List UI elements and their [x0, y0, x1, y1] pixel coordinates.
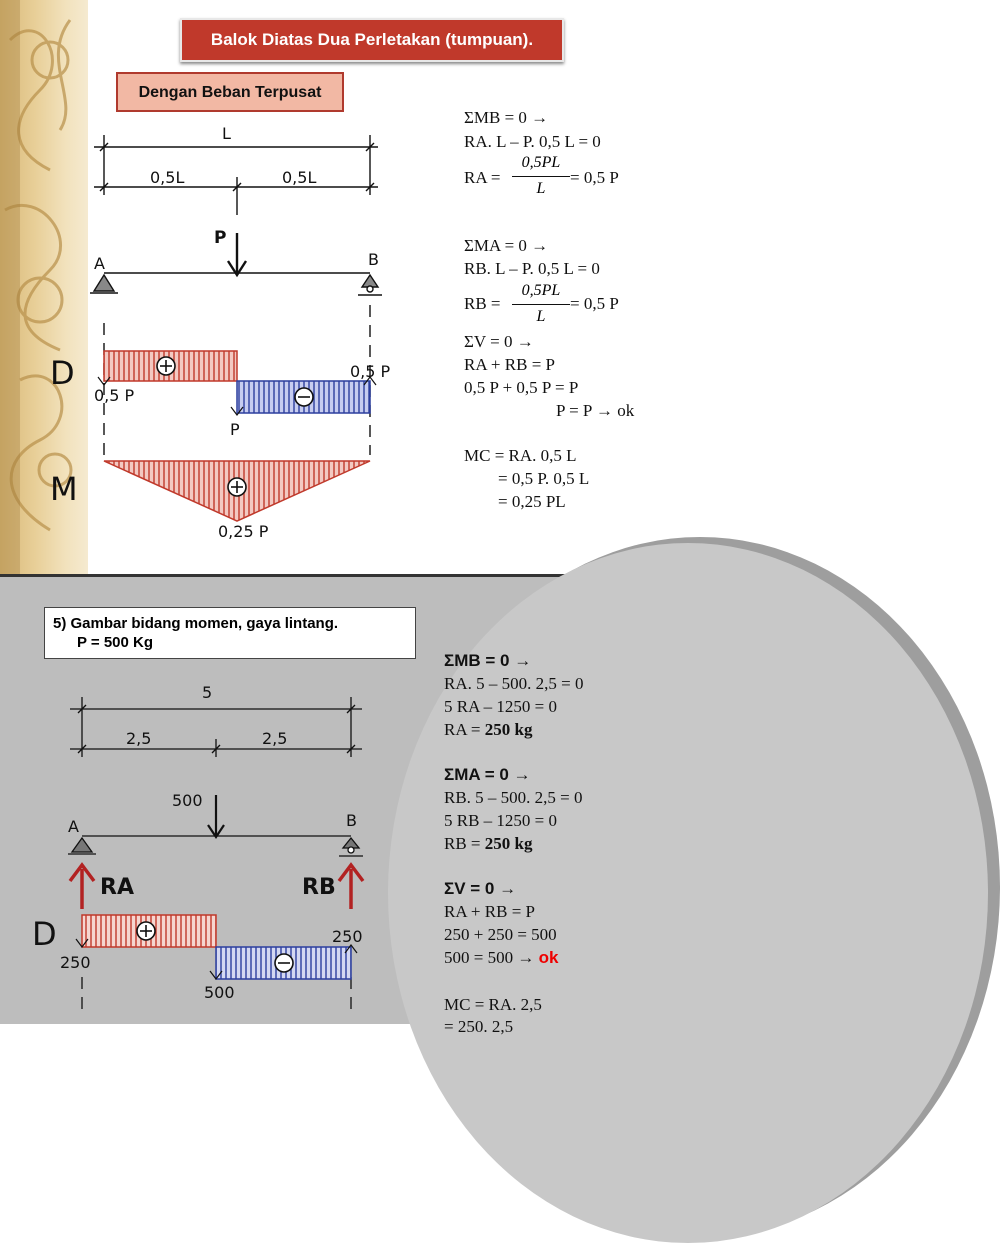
eq2-ra-prefix: RA =	[444, 720, 485, 739]
eq2-v-line3-prefix: 500 = 500 →	[444, 948, 535, 967]
shear-diagram-label-2: D	[32, 915, 57, 953]
eq-ra-rhs: = 0,5 P	[570, 168, 619, 187]
eq-mb-head: ΣMB = 0 →	[464, 108, 549, 127]
reaction-arrow-b	[339, 865, 363, 909]
load-label-2: 500	[172, 791, 203, 810]
support-a-label: A	[94, 254, 105, 273]
eq2-ra-value: 250 kg	[484, 720, 533, 739]
shear-mid-value-2: 500	[204, 983, 235, 1002]
eq-mc-line3: = 0,25 PL	[498, 492, 566, 511]
load-label: P	[214, 228, 227, 248]
span-label-2: 5	[202, 683, 213, 702]
eq-v-line3: P = P → ok	[556, 401, 635, 420]
eq2-rb-result	[444, 834, 532, 854]
slide-1	[0, 0, 768, 576]
eq2-v-line1: RA + RB = P	[444, 902, 535, 921]
eq2-ra-result	[444, 720, 532, 740]
eq-rb-lhs: RB =	[464, 294, 501, 313]
slide-title: Balok Diatas Dua Perletakan (tumpuan).	[180, 18, 564, 62]
shear-right-value: 0,5 P	[350, 362, 391, 381]
eq2-ma-line2: 5 RB – 1250 = 0	[444, 811, 558, 830]
eq2-rb-prefix: RB =	[444, 834, 485, 853]
eq2-mb-line1: RA. 5 – 500. 2,5 = 0	[444, 674, 584, 693]
half-span-right-label: 0,5L	[282, 168, 317, 187]
eq-v-head: ΣV = 0 →	[464, 332, 534, 351]
eq2-ok-text: ok	[538, 948, 559, 967]
eq-ma-line1: RB. L – P. 0,5 L = 0	[464, 259, 600, 278]
eq2-rb-value: 250 kg	[484, 834, 533, 853]
eq-rb-rhs: = 0,5 P	[570, 294, 619, 313]
eq-ra-lhs: RA =	[464, 168, 501, 187]
moment-diagram-label: M	[50, 470, 78, 508]
slide-2	[0, 577, 768, 1036]
support-a-label-2: A	[68, 817, 79, 836]
support-b-label: B	[368, 250, 379, 269]
eq2-mb-line2: 5 RA – 1250 = 0	[444, 697, 558, 716]
reaction-a-label: RA	[100, 875, 134, 900]
question-box	[44, 607, 416, 659]
shear-left-value: 0,5 P	[94, 386, 135, 405]
eq2-v-line3	[444, 948, 558, 968]
eq2-ma-line1: RB. 5 – 500. 2,5 = 0	[444, 788, 583, 807]
question-line-1: 5) Gambar bidang momen, gaya lintang.	[53, 615, 339, 632]
eq2-mb-head: ΣMB = 0 →	[444, 651, 532, 670]
eq2-ma-head: ΣMA = 0 →	[444, 765, 531, 784]
shear-right-value-2: 250	[332, 927, 363, 946]
eq2-mc-line2: = 250. 2,5	[444, 1017, 514, 1036]
shear-diagram-label: D	[50, 354, 75, 392]
eq-ra-fraction-bar	[512, 176, 570, 177]
half-span-left-label: 0,5L	[150, 168, 185, 187]
eq-v-line2: 0,5 P + 0,5 P = P	[464, 378, 579, 397]
eq-ma-head: ΣMA = 0 →	[464, 236, 549, 255]
section-subtitle: Dengan Beban Terpusat	[116, 72, 344, 112]
eq-rb-fraction-bar	[512, 304, 570, 305]
moment-max-value: 0,25 P	[218, 522, 269, 541]
eq-ra-numerator: 0,5PL	[521, 154, 561, 171]
negative-sign	[295, 388, 313, 406]
question-line-2: P = 500 Kg	[77, 634, 154, 651]
eq2-mc-line1: MC = RA. 2,5	[444, 995, 542, 1014]
eq-mc-line1: MC = RA. 0,5 L	[464, 446, 577, 465]
positive-sign	[157, 357, 175, 375]
half-span-left-label-2: 2,5	[126, 729, 152, 748]
shear-left-value-2: 250	[60, 953, 91, 972]
eq2-v-head: ΣV = 0 →	[444, 879, 517, 898]
eq-rb-denominator: L	[536, 308, 546, 325]
eq-rb-numerator: 0,5PL	[521, 282, 561, 299]
eq-mc-line2: = 0,5 P. 0,5 L	[498, 469, 590, 488]
eq-mb-line1: RA. L – P. 0,5 L = 0	[464, 132, 601, 151]
span-label: L	[222, 124, 231, 143]
half-span-right-label-2: 2,5	[262, 729, 288, 748]
reaction-b-label: RB	[302, 875, 336, 900]
eq2-v-line2: 250 + 250 = 500	[444, 925, 557, 944]
eq-ra-denominator: L	[536, 180, 546, 197]
support-b-label-2: B	[346, 811, 357, 830]
eq-v-line1: RA + RB = P	[464, 355, 555, 374]
shear-mid-value: P	[230, 420, 240, 439]
reaction-arrow-a	[70, 865, 94, 909]
